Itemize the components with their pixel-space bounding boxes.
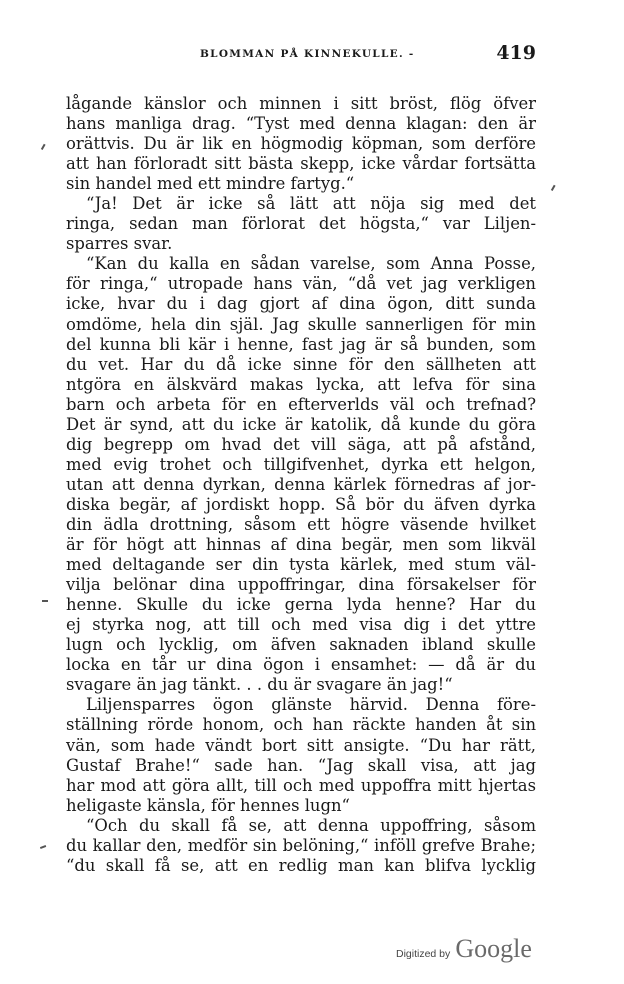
- digitized-by-google-watermark: [396, 934, 532, 964]
- text-line: lugn och lycklig, om äfven saknaden ibland skulle: [66, 635, 536, 655]
- text-line: dig begrepp om hvad det vill säga, att på afstånd,: [66, 434, 536, 454]
- text-line: för ringa,“ utropade hans vän, “då vet jag verkligen: [66, 274, 536, 294]
- text-line: vilja belönar dina uppoffringar, dina försakelser för: [66, 575, 536, 595]
- text-line: med deltagande ser din tysta kärlek, med stum väl-: [66, 555, 536, 575]
- text-line: ställning rörde honom, och han räckte handen åt sin: [66, 715, 536, 735]
- text-line: barn och arbeta för en efterverlds väl och trefnad?: [66, 394, 536, 414]
- text-line: diska begär, af jordiskt hopp. Så bör du äfven dyrka: [66, 494, 536, 514]
- text-line: “Och du skall få se, att denna uppoffring, såsom: [86, 815, 536, 835]
- margin-mark: [40, 845, 46, 848]
- text-line: utan att denna dyrkan, denna kärlek förnedras af jor-: [66, 474, 536, 494]
- text-line: Gustaf Brahe!“ sade han. “Jag skall visa, att jag: [66, 755, 536, 775]
- text-line: hans manliga drag. “Tyst med denna klagan: den är: [66, 114, 536, 134]
- text-line: sin handel med ett mindre fartyg.“: [66, 174, 355, 194]
- text-line: din ädla drottning, såsom ett högre väsende hvilket: [66, 514, 536, 534]
- text-line: locka en tår ur dina ögon i ensamhet: — då är du: [66, 655, 536, 675]
- body-text: [66, 94, 536, 876]
- margin-mark: [42, 600, 48, 602]
- running-title: BLOMMAN PÅ KINNEKULLE. -: [200, 48, 415, 60]
- text-line: omdöme, hela din själ. Jag skulle sannerligen för min: [66, 314, 536, 334]
- text-line: “Ja! Det är icke så lätt att nöja sig med det: [86, 194, 536, 214]
- digitized-by-label: Digitized by: [396, 948, 451, 960]
- text-line: orättvis. Du är lik en högmodig köpman, som derföre: [66, 134, 536, 154]
- text-line: är för högt att hinnas af dina begär, men som likväl: [66, 535, 536, 555]
- text-line: “du skall få se, att en redlig man kan blifva lycklig: [66, 855, 536, 875]
- page-number: 419: [496, 42, 536, 64]
- text-line: Liljensparres ögon glänste härvid. Denna före-: [86, 695, 536, 715]
- text-line: ntgöra en älskvärd makas lycka, att lefva för sina: [66, 374, 536, 394]
- margin-mark: [551, 185, 555, 191]
- text-line: vän, som hade vändt bort sitt ansigte. “Du har rätt,: [66, 735, 536, 755]
- google-wordmark: Google: [455, 934, 532, 963]
- text-line: sparres svar.: [66, 234, 173, 254]
- text-line: svagare än jag tänkt. . . du är svagare än jag!“: [66, 675, 453, 695]
- margin-mark: [41, 144, 45, 150]
- text-line: ej styrka nog, att till och med visa dig i det yttre: [66, 615, 536, 635]
- page-header: [66, 40, 536, 68]
- text-line: du kallar den, medför sin belöning,“ inföll grefve Brahe;: [66, 835, 536, 855]
- text-line: icke, hvar du i dag gjort af dina ögon, ditt sunda: [66, 294, 536, 314]
- text-line: med evig trohet och tillgifvenhet, dyrka ett helgon,: [66, 454, 536, 474]
- text-line: att han förloradt sitt bästa skepp, icke vårdar fortsätta: [66, 154, 536, 174]
- text-line: lågande känslor och minnen i sitt bröst, flög öfver: [66, 94, 536, 113]
- text-line: henne. Skulle du icke gerna lyda henne? Har du: [66, 595, 536, 615]
- text-line: Det är synd, att du icke är katolik, då kunde du göra: [66, 414, 536, 434]
- text-line: “Kan du kalla en sådan varelse, som Anna Posse,: [86, 254, 536, 274]
- text-line: ringa, sedan man förlorat det högsta,“ var Liljen-: [66, 214, 536, 234]
- text-line: heligaste känsla, för hennes lugn“: [66, 795, 350, 815]
- text-line: du vet. Har du då icke sinne för den sällheten att: [66, 354, 536, 374]
- text-line: del kunna bli kär i henne, fast jag är så bunden, som: [66, 334, 536, 354]
- text-line: har mod att göra allt, till och med uppoffra mitt hjertas: [66, 775, 536, 795]
